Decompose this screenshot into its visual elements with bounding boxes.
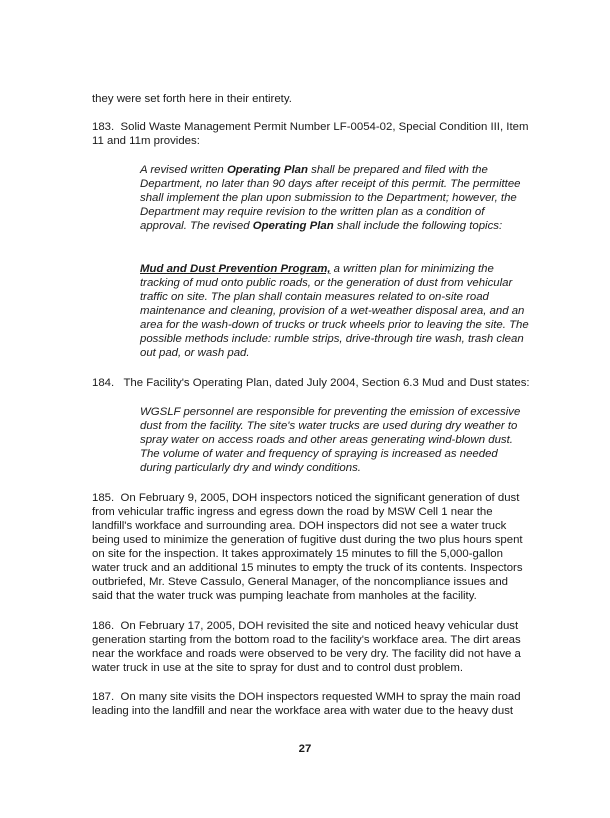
paragraph-text: On February 9, 2005, DOH inspectors noticed the significant generation of dust from vehicular traffic ingress and egress down the road by MSW Cell 1 near the landfill's workface and surrounding area. DOH inspectors did not see a water truck being used to minimize the generation of fugitive dust during the two plus hours spent on site for the inspection. It takes approximately 15 minutes to fill the 5,000-gallon water truck and an additional 15 minutes to empty the truck of its contents. Inspectors outbriefed, Mr. Steve Cassulo, General Manager, of the noncompliance issues and said that the water truck was pumping leachate from manholes at the facility. (92, 492, 523, 602)
paragraph-text: Solid Waste Management Permit Number LF-0054-02, Special Condition III, Item 11 and 11m provides: (92, 121, 529, 147)
continuation-text: they were set forth here in their entirety. (92, 93, 292, 105)
paragraph-text: On many site visits the DOH inspectors requested WMH to spray the main road leading into the landfill and near the workface area with water due to the heavy dust (92, 691, 521, 717)
quote-heading: Mud and Dust Prevention Program, (140, 263, 331, 275)
quote-bold-term: Operating Plan (252, 220, 334, 232)
quote-text: A revised written (140, 164, 227, 176)
quote-text: shall be prepared and filed with the Department, no later than 90 days after receipt of this permit. The permittee shall implement the plan upon submission to the Department; however, the Department may require revision to the written plan as a condition of approval. The revised (140, 164, 521, 232)
paragraph-number: 187. (92, 691, 115, 703)
quote-text: shall include the following topics: (333, 220, 503, 232)
paragraph-184 (92, 376, 532, 390)
page-number: 27 (298, 743, 312, 755)
continuation-line (92, 92, 532, 106)
paragraph-text: The Facility's Operating Plan, dated July 2004, Section 6.3 Mud and Dust states: (123, 377, 530, 389)
paragraph-number: 184. (92, 377, 115, 389)
block-quote-mud-dust-program (140, 262, 530, 360)
paragraph-183 (92, 120, 532, 148)
quote-text: a written plan for minimizing the tracking of mud onto public roads, or the generation of dust from vehicular traffic on site. The plan shall contain measures related to on-site road maintenance and cleaning, provision of a wet-weather disposal area, and an area for the wash-down of trucks or truck wheels prior to leaving the site. The possible methods include: rumble strips, drive-through tire wash, trash clean out pad, or wash pad. (140, 263, 529, 359)
paragraph-185 (92, 491, 532, 603)
paragraph-187 (92, 690, 532, 718)
block-quote-operating-plan-section (140, 405, 530, 475)
paragraph-text: On February 17, 2005, DOH revisited the site and noticed heavy vehicular dust generation starting from the bottom road to the facility's workface area. The dirt areas near the workface and roads were observed to be very dry. The facility did not have a water truck in use at the site to spray for dust and to control dust problem. (92, 620, 521, 674)
quote-text: WGSLF personnel are responsible for preventing the emission of excessive dust from the facility. The site's water trucks are used during dry weather to spray water on access roads and other areas generating wind-blown dust. The volume of water and frequency of spraying is increased as needed during particularly dry and windy conditions. (140, 406, 521, 474)
paragraph-number: 186. (92, 620, 115, 632)
paragraph-number: 183. (92, 121, 115, 133)
quote-bold-term: Operating Plan (226, 164, 308, 176)
paragraph-number: 185. (92, 492, 115, 504)
paragraph-186 (92, 619, 532, 675)
block-quote-operating-plan (140, 163, 530, 233)
